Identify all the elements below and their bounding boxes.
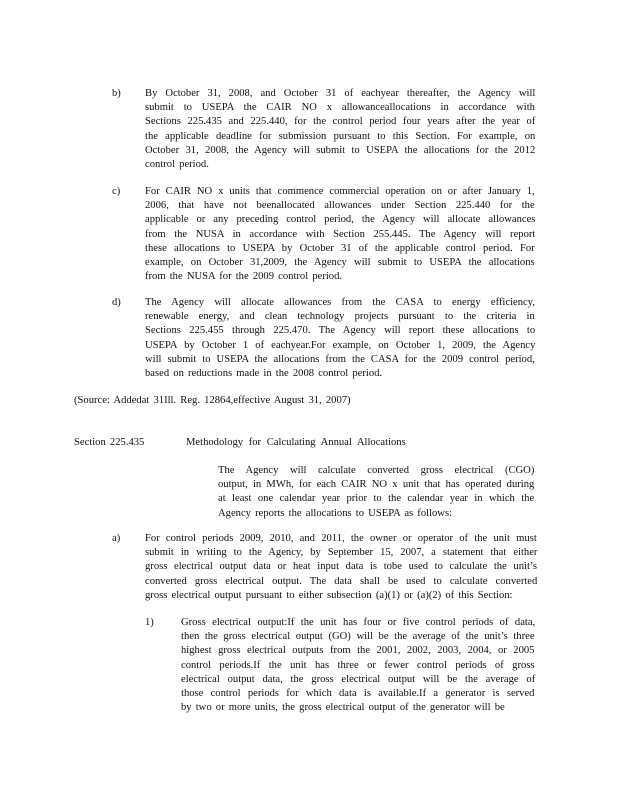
- text-line: those control periods for which data is available.If a generator is served: [181, 688, 535, 700]
- text-line: the applicable deadline for submission pursuant to this Section. For example, on: [145, 130, 536, 142]
- text-line: output, in MWh, for each CAIR NO x unit that has operated during: [218, 479, 535, 491]
- section-intro: [218, 464, 534, 521]
- text-line: will submit to USEPA the allocations from the CASA for the 2009 control period,: [145, 353, 535, 365]
- section-number: Section 225.435: [74, 437, 145, 448]
- text-line: control periods.If the unit has three or fewer control periods of gross: [181, 659, 535, 671]
- item-label: d): [112, 297, 121, 308]
- text-line: based on reductions made in the 2008 control period.: [145, 368, 383, 380]
- text-line: control period.: [145, 159, 209, 171]
- text-line: renewable energy, and clean technology projects pursuant to the criteria in: [145, 311, 535, 323]
- text-line: USEPA by October 1 of eachyear.For example, on October 1, 2009, the Agency: [145, 339, 536, 351]
- text-line: these allocations to USEPA by October 31 of the applicable control period. For: [145, 242, 535, 254]
- text-line: Sections 225.435 and 225.440, for the control period four years after the year of: [145, 116, 536, 128]
- text-line: submit to USEPA the CAIR NO x allowanceallocations in accordance with: [145, 102, 535, 114]
- text-line: example, on October 31,2009, the Agency will submit to USEPA the allocations: [145, 257, 535, 269]
- text-line: By October 31, 2008, and October 31 of eachyear thereafter, the Agency will: [145, 88, 536, 99]
- text-line: gross electrical output data or heat input data is tobe used to calculate the unit’s: [145, 561, 537, 573]
- text-line: then the gross electrical output (GO) will be the average of the unit’s three: [181, 631, 535, 643]
- text-line: applicable or any preceding control period, the Agency will allocate allowances: [145, 214, 536, 226]
- source-note: (Source: Addedat 31Ill. Reg. 12864,effective August 31, 2007): [74, 395, 351, 406]
- item-paragraph: [145, 185, 535, 284]
- text-line: Agency reports the allocations to USEPA as follows:: [218, 507, 453, 519]
- text-line: electrical output data, the gross electrical output will be the average of: [181, 673, 536, 685]
- text-line: converted gross electrical output. The data shall be used to calculate converted: [145, 575, 538, 587]
- text-line: The Agency will calculate converted gross electrical (CGO): [218, 465, 535, 476]
- text-line: highest gross electrical outputs from the 2001, 2002, 2003, 2004, or 2005: [181, 645, 535, 657]
- item-label: b): [112, 88, 121, 99]
- text-line: 2006, that have not beenallocated allowances under Section 225.440 for the: [145, 200, 535, 212]
- item-label: c): [112, 186, 121, 197]
- text-line: Gross electrical output:If the unit has four or five control periods of data,: [181, 617, 536, 628]
- item-paragraph: [181, 616, 535, 715]
- text-line: For CAIR NO x units that commence commercial operation on or after January 1,: [145, 186, 535, 197]
- text-line: October 31, 2008, the Agency will submit to USEPA the allocations for the 2012: [145, 144, 536, 156]
- text-line: gross electrical output pursuant to either subsection (a)(1) or (a)(2) of this Section:: [145, 589, 513, 601]
- item-paragraph: [145, 87, 535, 172]
- text-line: by two or more units, the gross electrical output of the generator will be: [181, 702, 505, 714]
- item-label: a): [112, 533, 121, 544]
- text-line: The Agency will allocate allowances from the CASA to energy efficiency,: [145, 297, 535, 308]
- text-line: Sections 225.455 through 225.470. The Agency will report these allocations to: [145, 325, 536, 337]
- text-line: from the NUSA for the 2009 control period.: [145, 271, 343, 283]
- item-label: 1): [145, 617, 154, 628]
- text-line: submit in writing to the Agency, by September 15, 2007, a statement that either: [145, 547, 538, 559]
- section-title: Methodology for Calculating Annual Allocations: [186, 437, 406, 448]
- text-line: For control periods 2009, 2010, and 2011, the owner or operator of the unit must: [145, 533, 537, 544]
- text-line: at least one calendar year prior to the calendar year in which the: [218, 493, 535, 505]
- item-paragraph: [145, 296, 535, 381]
- item-paragraph: [145, 532, 537, 603]
- text-line: from the NUSA in accordance with Section 255.445. The Agency will report: [145, 228, 536, 240]
